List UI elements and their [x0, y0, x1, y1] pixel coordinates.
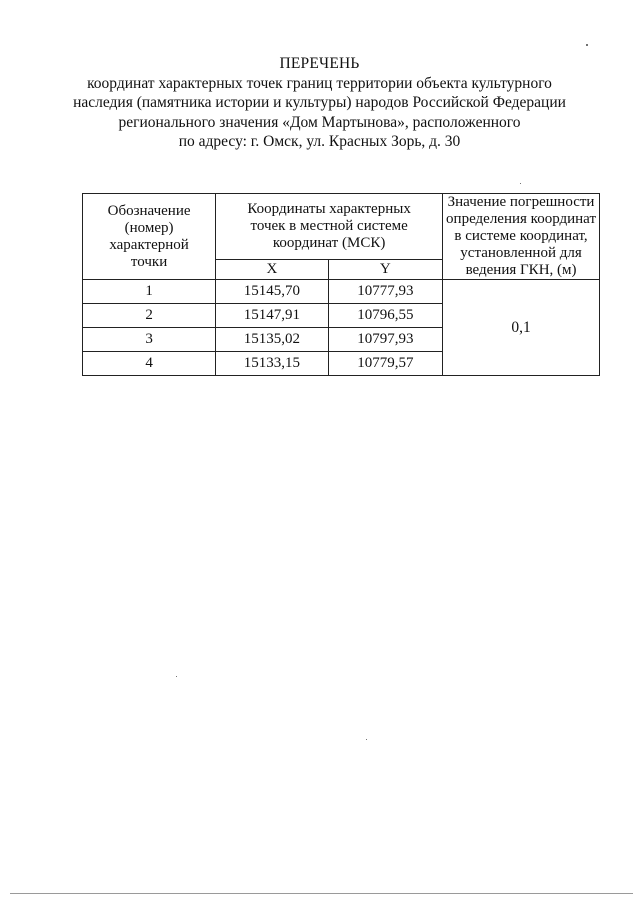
- point-number: 3: [83, 328, 216, 352]
- header-y: Y: [328, 259, 442, 279]
- header-coords-line: координат (МСК): [272, 234, 386, 251]
- point-number: 1: [83, 280, 216, 304]
- coord-x: 15147,91: [216, 304, 328, 328]
- table-row: [83, 280, 600, 304]
- header-accuracy-line: Значение погрешности: [447, 194, 595, 210]
- scan-speck: [176, 676, 177, 677]
- header-accuracy: [443, 194, 600, 280]
- heading-line-1: координат характерных точек границ территории объекта культурного: [87, 74, 552, 92]
- document-title: ПЕРЕЧЕНЬ: [279, 55, 360, 72]
- coord-x: 15133,15: [216, 352, 328, 376]
- scan-speck: [520, 183, 521, 184]
- header-coordinates: [216, 194, 443, 260]
- scan-speck: [586, 44, 588, 46]
- header-coords-line: точек в местной системе: [250, 217, 408, 234]
- coordinates-table: [82, 193, 600, 376]
- footer-rule: [10, 893, 633, 894]
- heading-line-2: наследия (памятника истории и культуры) народов Российской Федерации: [73, 94, 566, 111]
- heading-line-4: по адресу: г. Омск, ул. Красных Зорь, д. 30: [178, 133, 461, 150]
- coord-y: 10797,93: [328, 328, 442, 352]
- header-point-line: Обозначение: [107, 202, 191, 219]
- coord-x: 15135,02: [216, 328, 328, 352]
- header-accuracy-line: в системе координат,: [454, 228, 588, 244]
- header-accuracy-line: установленной для: [460, 245, 582, 261]
- header-point-designation: [83, 194, 216, 280]
- header-x: X: [216, 259, 328, 279]
- header-coords-line: Координаты характерных: [247, 200, 411, 217]
- coord-y: 10796,55: [328, 304, 442, 328]
- header-accuracy-line: ведения ГКН, (м): [465, 262, 577, 278]
- coord-y: 10777,93: [328, 280, 442, 304]
- accuracy-value: 0,1: [443, 280, 600, 376]
- coord-y: 10779,57: [328, 352, 442, 376]
- point-number: 2: [83, 304, 216, 328]
- header-accuracy-line: определения координат: [446, 211, 597, 227]
- header-point-line: характерной: [109, 236, 189, 253]
- scan-speck: [366, 739, 367, 740]
- header-point-line: (номер): [124, 219, 174, 236]
- point-number: 4: [83, 352, 216, 376]
- header-point-line: точки: [130, 253, 168, 270]
- heading-line-3: регионального значения «Дом Мартынова», расположенного: [118, 113, 521, 131]
- coord-x: 15145,70: [216, 280, 328, 304]
- document-heading: [40, 54, 599, 152]
